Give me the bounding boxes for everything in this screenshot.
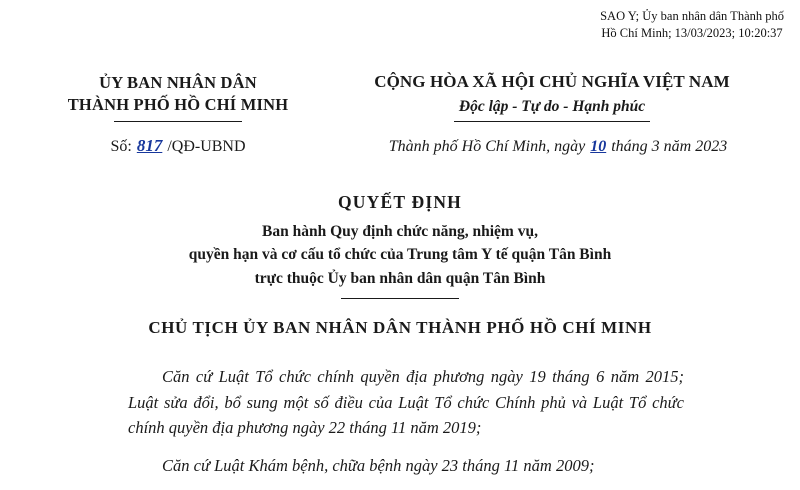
body-paragraph: Căn cứ Luật Khám bệnh, chữa bệnh ngày 23 tháng 11 năm 2009;	[162, 455, 595, 475]
organization-line-2: THÀNH PHỐ HỒ CHÍ MINH	[67, 95, 289, 115]
subtitle-line-3: trực thuộc Ủy ban nhân dân quận Tân Bình	[254, 269, 546, 287]
place-date-prefix: Thành phố Hồ Chí Minh, ngày	[388, 138, 586, 155]
nation-name: CỘNG HÒA XÃ HỘI CHỦ NGHĨA VIỆT NAM	[374, 72, 730, 91]
document-number-prefix: Số:	[110, 138, 132, 155]
document-number-suffix: /QĐ-UBND	[167, 138, 246, 155]
place-and-date	[330, 138, 800, 156]
issuing-authority: CHỦ TỊCH ỦY BAN NHÂN DÂN THÀNH PHỐ HỒ CHÍ MINH	[148, 318, 652, 337]
title-underline	[341, 298, 459, 299]
certification-line-2: Hồ Chí Minh; 13/03/2023; 10:20:37	[601, 25, 783, 40]
document-type-title: QUYẾT ĐỊNH	[338, 192, 462, 212]
place-date-suffix: tháng 3 năm 2023	[611, 138, 728, 155]
body-paragraph: Căn cứ Luật Tổ chức chính quyền địa phương ngày 19 tháng 6 năm 2015; Luật sửa đổi, bổ sung một số điều của Luật Tổ chức Chính phủ và Luật Tổ chức chính quyền địa phương ngày 22 tháng 11 năm 2019;	[128, 367, 684, 438]
motto-underline	[454, 121, 650, 122]
organization-line-1: ỦY BAN NHÂN DÂN	[99, 73, 257, 92]
number-and-date-line	[0, 136, 800, 156]
document-number	[0, 136, 330, 156]
title-block	[0, 192, 800, 299]
certification-stamp	[600, 8, 784, 42]
certification-line-1: SAO Y; Ủy ban nhân dân Thành phố	[600, 9, 784, 23]
issuing-organization	[0, 72, 330, 122]
document-subtitle	[0, 220, 800, 290]
day-handwritten: 10	[590, 138, 607, 155]
subtitle-line-2: quyền hạn và cơ cấu tổ chức của Trung tâm Y tế quận Tân Bình	[188, 246, 612, 264]
national-heading	[330, 72, 800, 122]
document-header	[0, 72, 800, 122]
subtitle-line-1: Ban hành Quy định chức năng, nhiệm vụ,	[262, 223, 538, 240]
national-motto: Độc lập - Tự do - Hạnh phúc	[458, 98, 646, 115]
organization-underline	[114, 121, 242, 122]
document-number-handwritten: 817	[136, 136, 163, 155]
document-body	[128, 364, 684, 490]
